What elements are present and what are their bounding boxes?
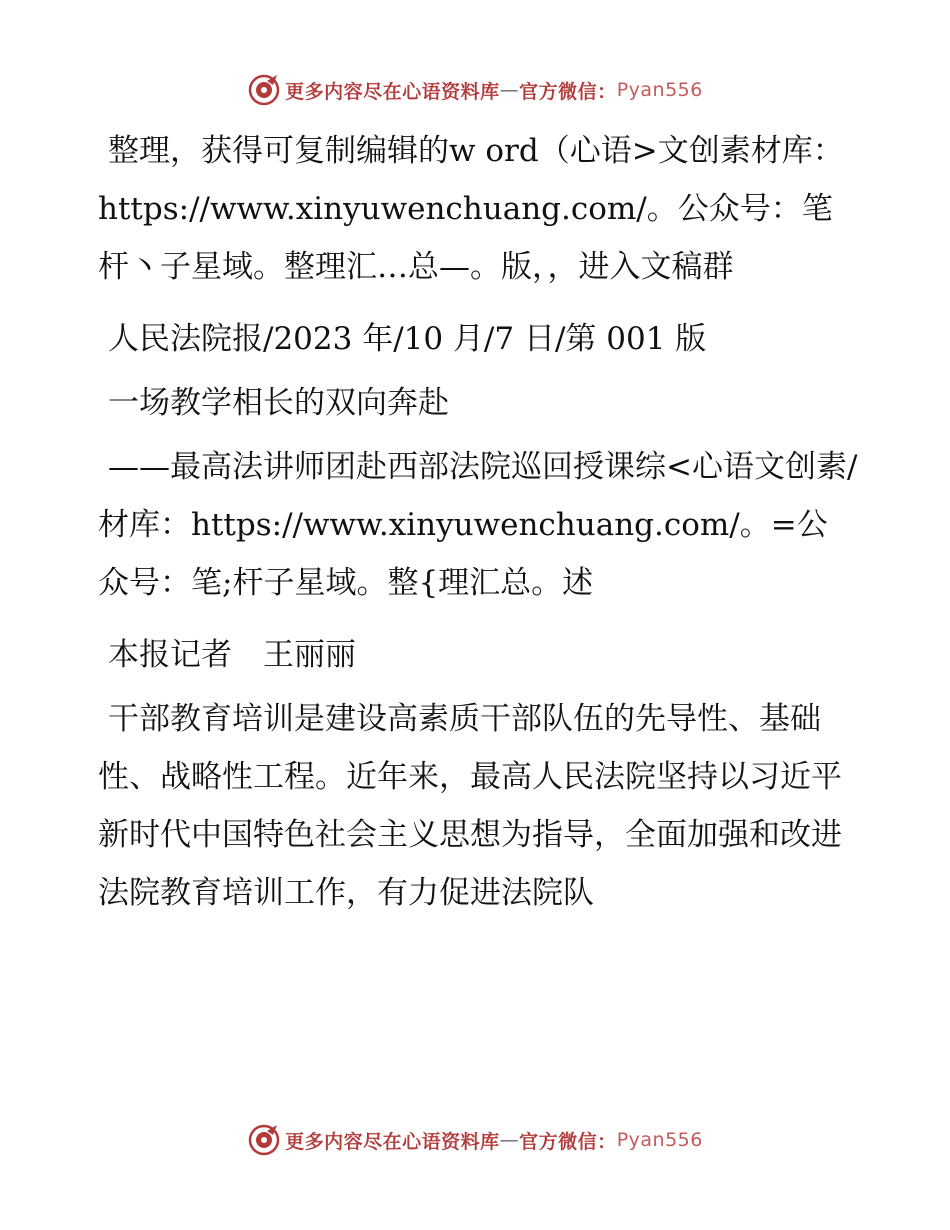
intro-paragraph: 整理，获得可复制编辑的w ord（心语>文创素材库：https://www.xinyuwenchuang.com/。公众号：笔杆丶子星域。整理汇…总—。版，，进入文稿群 <box>98 133 844 285</box>
pen-logo-icon <box>247 73 281 107</box>
watermark-label: 官方微信： <box>519 1130 617 1153</box>
watermark-main-text: 更多内容尽在心语资料库 <box>285 1130 500 1153</box>
byline: 本报记者 王丽丽 <box>108 637 356 673</box>
watermark-banner-top <box>0 70 950 110</box>
watermark-banner-bottom <box>0 1120 950 1160</box>
watermark-dash: — <box>499 1129 520 1151</box>
watermark-id: Pyan556 <box>616 79 703 101</box>
pen-logo-icon <box>247 1123 281 1157</box>
watermark-id: Pyan556 <box>616 1129 703 1151</box>
body-paragraph: 干部教育培训是建设高素质干部队伍的先导性、基础性、战略性工程。近年来，最高人民法院坚持以习近平新时代中国特色社会主义思想为指导，全面加强和改进法院教育培训工作，有力促进法院队 <box>98 701 842 911</box>
article-title: 一场教学相长的双向奔赴 <box>108 385 449 421</box>
watermark-dash: — <box>499 79 520 101</box>
watermark-label: 官方微信： <box>519 80 617 103</box>
document-body <box>98 122 858 936</box>
publication-line: 人民法院报/2023 年/10 月/7 日/第 001 版 <box>108 321 707 357</box>
watermark-main-text: 更多内容尽在心语资料库 <box>285 80 500 103</box>
article-subtitle: ——最高法讲师团赴西部法院巡回授课综<心语文创素/材库：https://www.xinyuwenchuang.com/。=公众号：笔;杆子星域。整{理汇总。述 <box>98 449 858 601</box>
